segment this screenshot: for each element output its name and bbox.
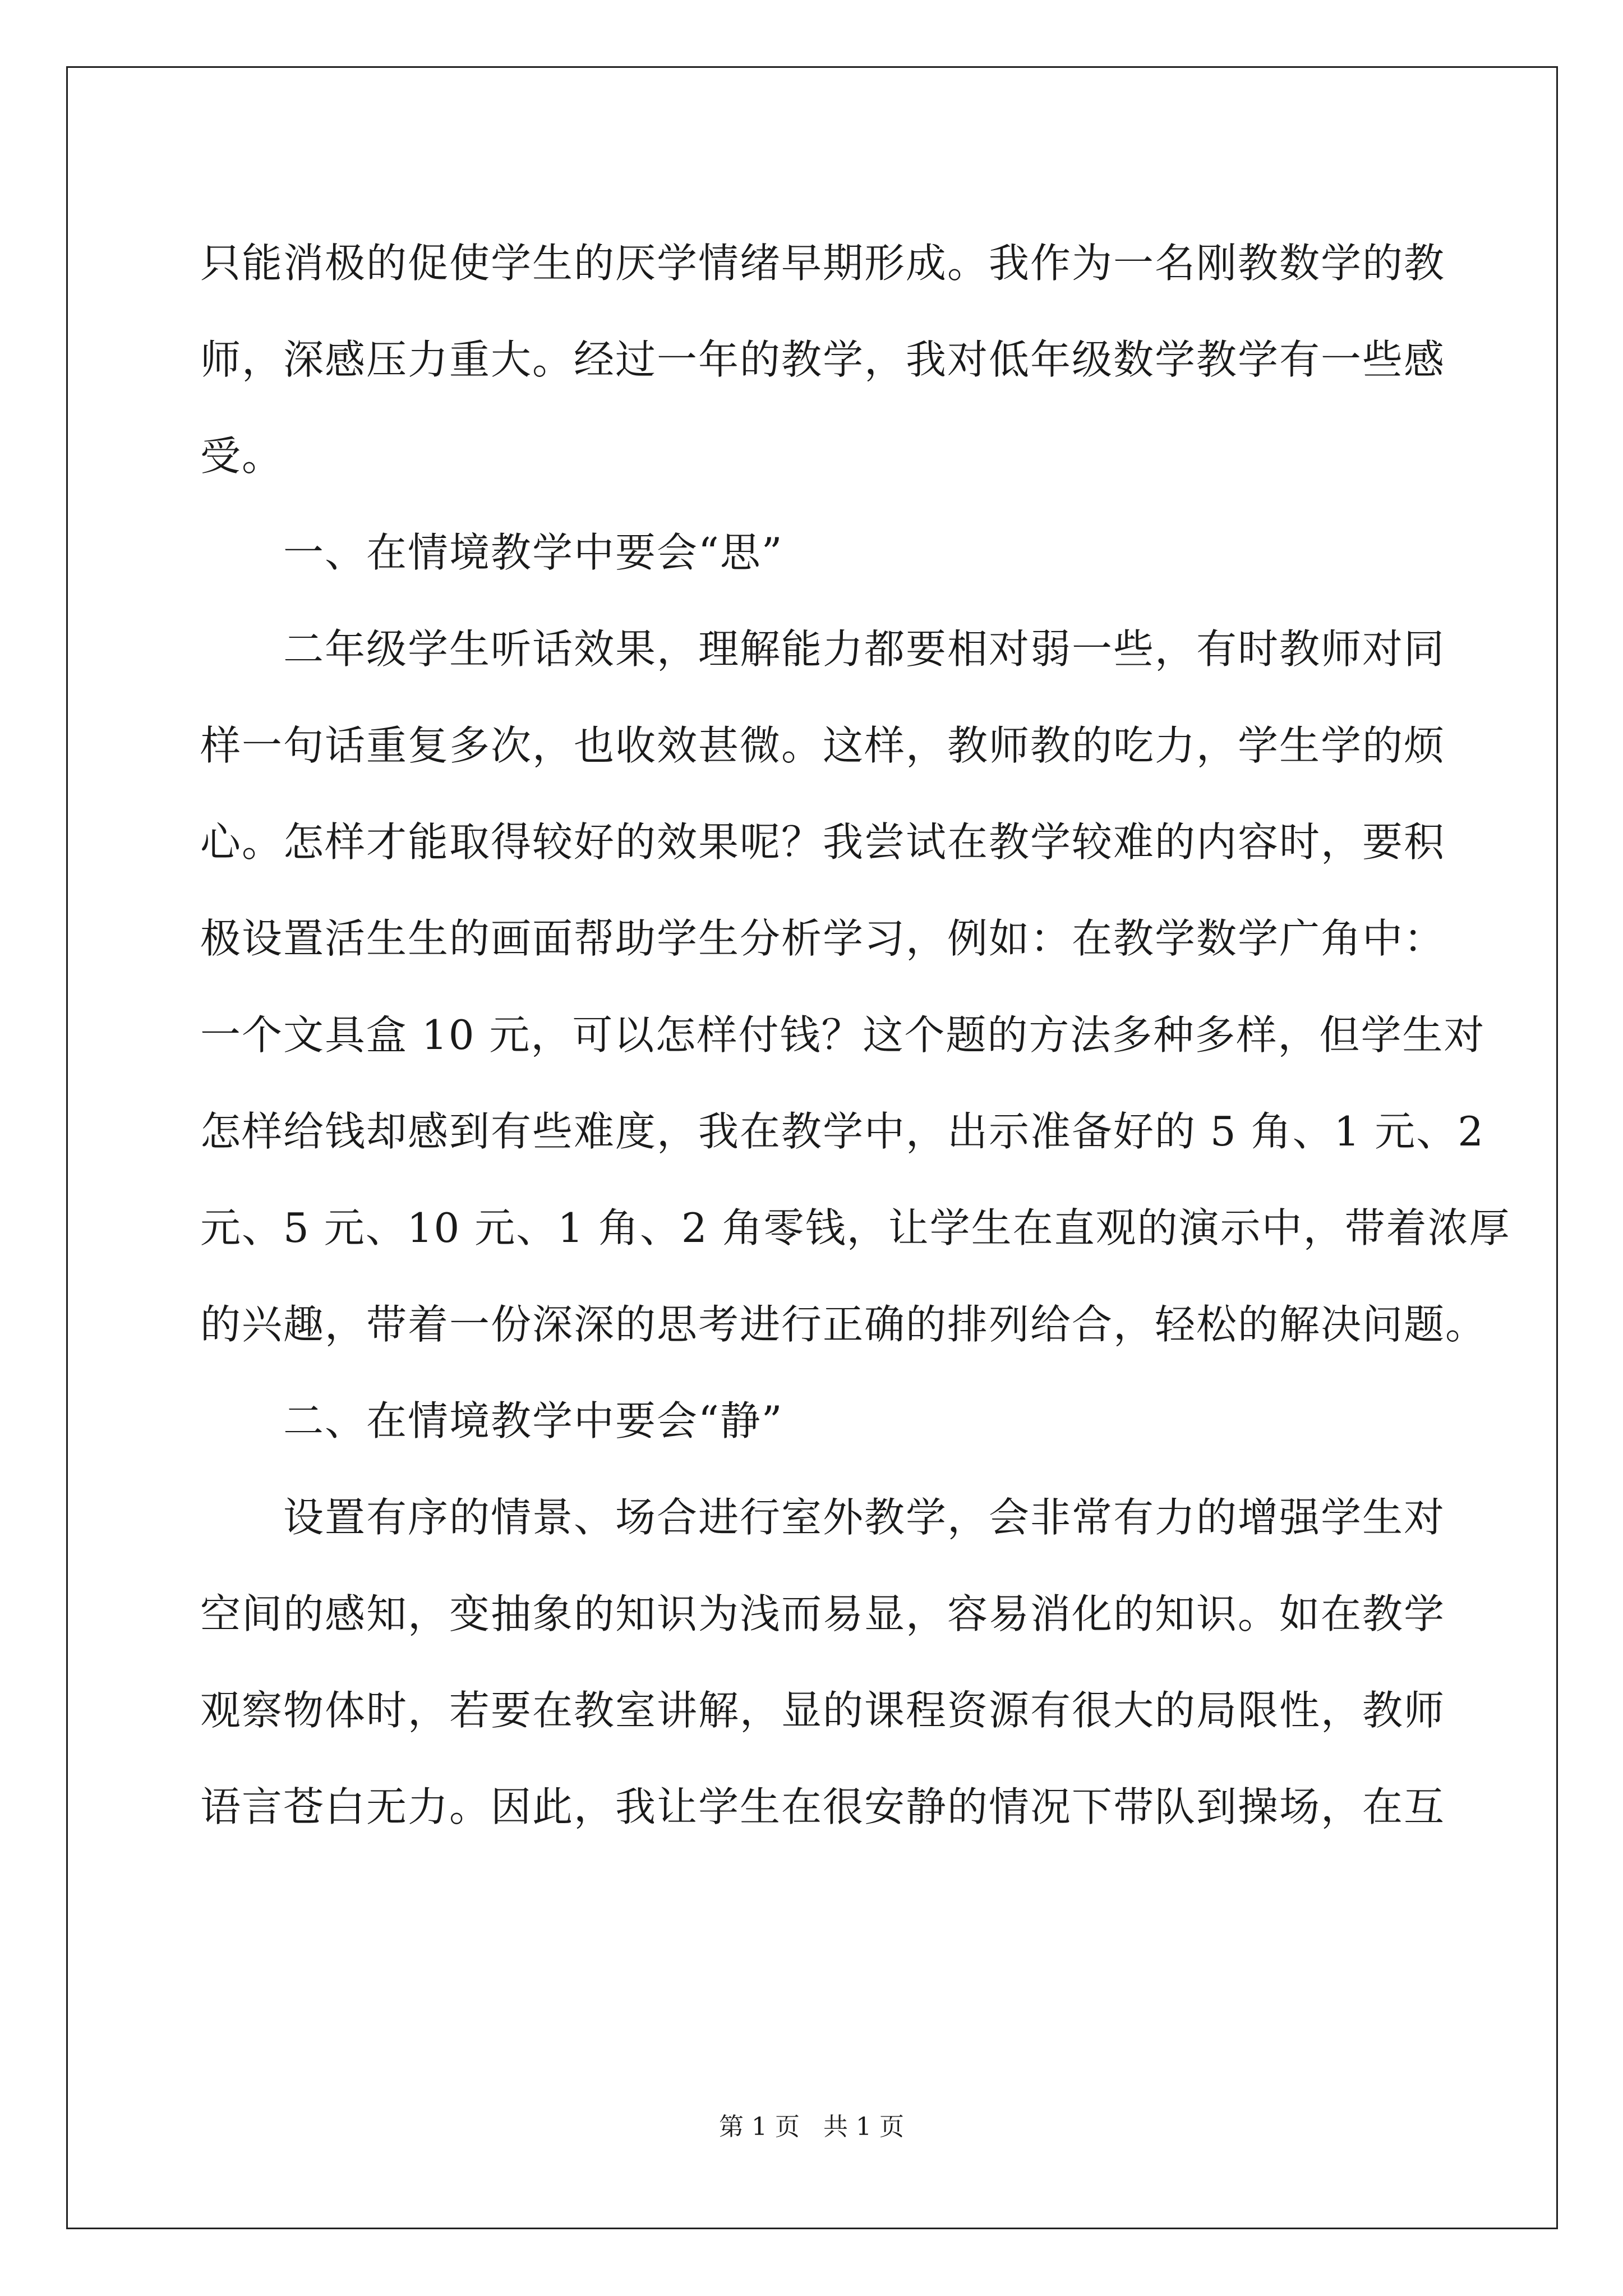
- section-heading: 一、在情境教学中要会“思”: [200, 529, 783, 576]
- text-line: 师，深感压力重大。经过一年的教学，我对低年级数学教学有一些感: [200, 336, 1446, 383]
- text-line: 语言苍白无力。因此，我让学生在很安静的情况下带队到操场，在互: [200, 1783, 1446, 1830]
- text-line: 空间的感知，变抽象的知识为浅而易显，容易消化的知识。如在教学: [200, 1590, 1446, 1637]
- text-line: 的兴趣，带着一份深深的思考进行正确的排列给合，轻松的解决问题。: [200, 1301, 1487, 1348]
- page-total: 共 1 页: [823, 2113, 904, 2141]
- text-line: 观察物体时，若要在教室讲解，显的课程资源有很大的局限性，教师: [200, 1687, 1446, 1734]
- section-heading: 二、在情境教学中要会“静”: [200, 1397, 783, 1444]
- text-line: 只能消极的促使学生的厌学情绪早期形成。我作为一名刚教数学的教: [200, 240, 1446, 287]
- text-line: 一个文具盒 10 元，可以怎样付钱？这个题的方法多种多样，但学生对: [200, 1011, 1486, 1059]
- text-line: 心。怎样才能取得较好的效果呢？我尝试在教学较难的内容时，要积: [200, 818, 1446, 866]
- text-line: 二年级学生听话效果，理解能力都要相对弱一些，有时教师对同: [200, 625, 1446, 673]
- text-line: 样一句话重复多次，也收效甚微。这样，教师教的吃力，学生学的烦: [200, 722, 1446, 769]
- text-line: 设置有序的情景、场合进行室外教学，会非常有力的增强学生对: [200, 1494, 1446, 1541]
- text-line: 元、5 元、10 元、1 角、2 角零钱，让学生在直观的演示中，带着浓厚: [200, 1204, 1511, 1251]
- document-body: [200, 215, 1511, 1855]
- page-number: 第 1 页: [719, 2113, 800, 2141]
- page-footer: [0, 2110, 1623, 2144]
- text-line: 受。: [200, 432, 284, 480]
- text-line: 极设置活生生的画面帮助学生分析学习，例如：在教学数学广角中：: [200, 915, 1446, 962]
- text-line: 怎样给钱却感到有些难度，我在教学中，出示准备好的 5 角、1 元、2: [200, 1108, 1485, 1155]
